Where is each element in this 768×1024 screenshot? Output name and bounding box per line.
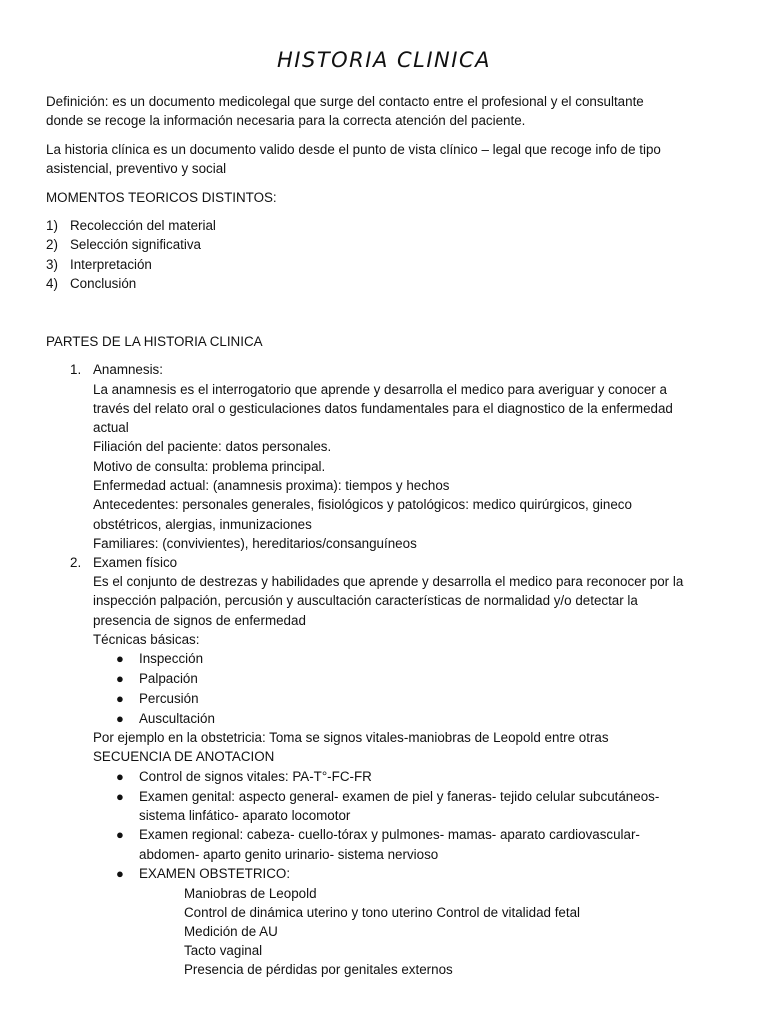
momentos-item: Recolección del material bbox=[70, 218, 216, 233]
bullet-icon: ● bbox=[116, 691, 124, 706]
obstetrico-item: Medición de AU bbox=[184, 924, 278, 939]
sequence-item: Control de signos vitales: PA-T°-FC-FR bbox=[139, 769, 372, 784]
sequence-item: Examen genital: aspecto general- examen de piel y faneras- tejido celular subcutáneos- bbox=[139, 789, 660, 804]
momentos-num: 3) bbox=[46, 257, 58, 272]
obstetrico-item: Tacto vaginal bbox=[184, 943, 263, 958]
momentos-heading: MOMENTOS TEORICOS DISTINTOS: bbox=[46, 190, 277, 205]
anamnesis-num: 1. bbox=[70, 362, 82, 377]
bullet-icon: ● bbox=[116, 866, 124, 881]
momentos-num: 4) bbox=[46, 276, 58, 291]
obstetrico-item: Control de dinámica uterino y tono uterino Control de vitalidad fetal bbox=[184, 905, 580, 920]
bullet-icon: ● bbox=[116, 827, 124, 842]
secuencia-heading: SECUENCIA DE ANOTACION bbox=[93, 749, 275, 764]
anamnesis-line: través del relato oral o gesticulaciones datos fundamentales para el diagnostico de la enfermedad bbox=[93, 401, 673, 416]
bullet-icon: ● bbox=[116, 789, 124, 804]
momentos-item: Selección significativa bbox=[70, 237, 201, 252]
anamnesis-line: actual bbox=[93, 420, 129, 435]
examen-line: Técnicas básicas: bbox=[93, 632, 200, 647]
examen-line: Es el conjunto de destrezas y habilidades que aprende y desarrolla el medico para reconocer por la bbox=[93, 574, 684, 589]
technique-item: Percusión bbox=[139, 691, 199, 706]
obstetricia-line: Por ejemplo en la obstetricia: Toma se signos vitales-maniobras de Leopold entre otras bbox=[93, 730, 609, 745]
momentos-item: Conclusión bbox=[70, 276, 137, 291]
momentos-num: 2) bbox=[46, 237, 58, 252]
definition-line-1: Definición: es un documento medicolegal que surge del contacto entre el profesional y el consultante bbox=[46, 94, 644, 109]
sequence-item: Examen regional: cabeza- cuello-tórax y pulmones- mamas- aparato cardiovascular- bbox=[139, 827, 640, 842]
anamnesis-line: La anamnesis es el interrogatorio que aprende y desarrolla el medico para averiguar y conocer a bbox=[93, 382, 667, 397]
obstetrico-item: Presencia de pérdidas por genitales externos bbox=[184, 962, 453, 977]
validity-line-1: La historia clínica es un documento valido desde el punto de vista clínico – legal que recoge info de tipo bbox=[46, 142, 661, 157]
examen-line: inspección palpación, percusión y auscultación características de normalidad y/o detectar la bbox=[93, 593, 638, 608]
bullet-icon: ● bbox=[116, 711, 124, 726]
bullet-icon: ● bbox=[116, 769, 124, 784]
momentos-item: Interpretación bbox=[70, 257, 152, 272]
page-title: HISTORIA CLINICA bbox=[277, 48, 491, 72]
technique-item: Palpación bbox=[139, 671, 198, 686]
momentos-num: 1) bbox=[46, 218, 58, 233]
partes-heading: PARTES DE LA HISTORIA CLINICA bbox=[46, 334, 263, 349]
anamnesis-line: Enfermedad actual: (anamnesis proxima): tiempos y hechos bbox=[93, 478, 450, 493]
obstetrico-item: Maniobras de Leopold bbox=[184, 886, 317, 901]
examen-title: Examen físico bbox=[93, 555, 178, 570]
anamnesis-line: Antecedentes: personales generales, fisiológicos y patológicos: medico quirúrgicos, gineco bbox=[93, 497, 632, 512]
anamnesis-line: obstétricos, alergias, inmunizaciones bbox=[93, 517, 312, 532]
anamnesis-line: Filiación del paciente: datos personales. bbox=[93, 439, 332, 454]
sequence-item-continuation: sistema linfático- aparato locomotor bbox=[139, 808, 351, 823]
anamnesis-title: Anamnesis: bbox=[93, 362, 163, 377]
anamnesis-line: Motivo de consulta: problema principal. bbox=[93, 459, 326, 474]
bullet-icon: ● bbox=[116, 651, 124, 666]
bullet-icon: ● bbox=[116, 671, 124, 686]
examen-line: presencia de signos de enfermedad bbox=[93, 613, 306, 628]
validity-line-2: asistencial, preventivo y social bbox=[46, 161, 227, 176]
technique-item: Auscultación bbox=[139, 711, 215, 726]
sequence-item: EXAMEN OBSTETRICO: bbox=[139, 866, 291, 881]
technique-item: Inspección bbox=[139, 651, 204, 666]
anamnesis-line: Familiares: (convivientes), hereditarios/consanguíneos bbox=[93, 536, 417, 551]
definition-line-2: donde se recoge la información necesaria para la correcta atención del paciente. bbox=[46, 113, 526, 128]
examen-num: 2. bbox=[70, 555, 82, 570]
sequence-item-continuation: abdomen- aparto genito urinario- sistema nervioso bbox=[139, 847, 439, 862]
